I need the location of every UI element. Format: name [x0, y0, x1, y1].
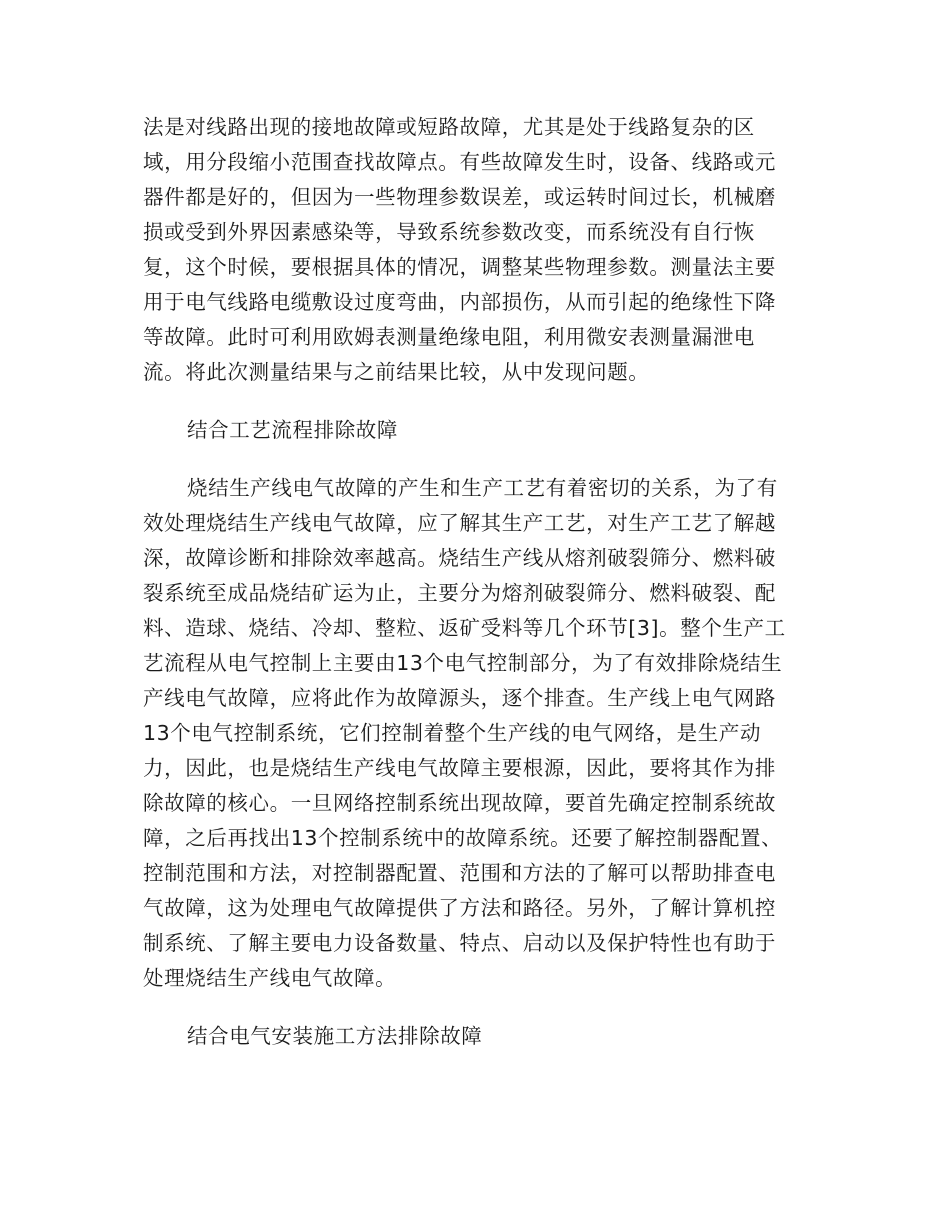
- paragraph-2-line: 料、造球、烧结、冷却、整粒、返矿受料等几个环节[3]。整个生产工: [143, 616, 786, 640]
- paragraph-1-line: 复，这个时候，要根据具体的情况，调整某些物理参数。测量法主要: [143, 255, 776, 279]
- paragraph-2-line: 效处理烧结生产线电气故障，应了解其生产工艺，对生产工艺了解越: [143, 511, 776, 535]
- paragraph-2-line: 控制范围和方法，对控制器配置、范围和方法的了解可以帮助排查电: [143, 861, 776, 885]
- paragraph-2-line: 障，之后再找出13个控制系统中的故障系统。还要了解控制器配置、: [143, 826, 783, 850]
- section-heading: 结合工艺流程排除故障: [187, 418, 398, 442]
- paragraph-1-line: 器件都是好的，但因为一些物理参数误差，或运转时间过长，机械磨: [143, 185, 776, 209]
- paragraph-1-line: 等故障。此时可利用欧姆表测量绝缘电阻，利用微安表测量漏泄电: [143, 325, 755, 349]
- paragraph-1-line: 域，用分段缩小范围查找故障点。有些故障发生时，设备、线路或元: [143, 150, 776, 174]
- paragraph-2-line: 制系统、了解主要电力设备数量、特点、启动以及保护特性也有助于: [143, 931, 776, 955]
- paragraph-2-line: 力，因此，也是烧结生产线电气故障主要根源，因此，要将其作为排: [143, 756, 776, 780]
- paragraph-2-line: 气故障，这为处理电气故障提供了方法和路径。另外，了解计算机控: [143, 896, 776, 920]
- section-heading: 结合电气安装施工方法排除故障: [187, 1024, 483, 1048]
- paragraph-2-line: 产线电气故障，应将此作为故障源头，逐个排查。生产线上电气网路: [143, 686, 776, 710]
- paragraph-2-line: 除故障的核心。一旦网络控制系统出现故障，要首先确定控制系统故: [143, 791, 776, 815]
- paragraph-2-line: 13个电气控制系统，它们控制着整个生产线的电气网络，是生产动: [143, 721, 762, 745]
- paragraph-1-line: 流。将此次测量结果与之前结果比较，从中发现问题。: [143, 360, 650, 384]
- paragraph-2-line: 处理烧结生产线电气故障。: [143, 966, 397, 990]
- paragraph-1-line: 法是对线路出现的接地故障或短路故障，尤其是处于线路复杂的区: [143, 115, 755, 139]
- paragraph-1-line: 损或受到外界因素感染等，导致系统参数改变，而系统没有自行恢: [143, 220, 755, 244]
- paragraph-1-line: 用于电气线路电缆敷设过度弯曲，内部损伤，从而引起的绝缘性下降: [143, 290, 776, 314]
- paragraph-2-line: 裂系统至成品烧结矿运为止，主要分为熔剂破裂筛分、燃料破裂、配: [143, 581, 776, 605]
- paragraph-2-line: 艺流程从电气控制上主要由13个电气控制部分，为了有效排除烧结生: [143, 651, 783, 675]
- paragraph-2-line: 烧结生产线电气故障的产生和生产工艺有着密切的关系，为了有: [187, 476, 778, 500]
- paragraph-2-line: 深，故障诊断和排除效率越高。烧结生产线从熔剂破裂筛分、燃料破: [143, 546, 776, 570]
